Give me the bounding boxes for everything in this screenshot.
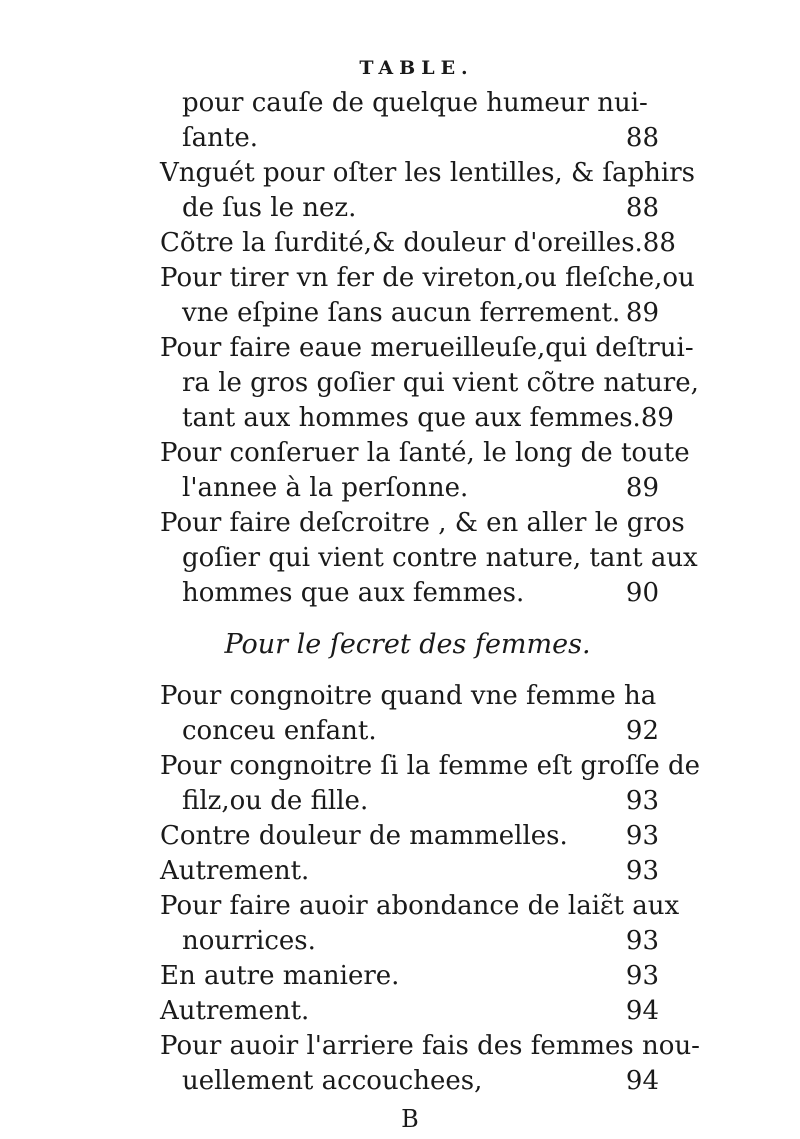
entry-text: ſante. [182,123,258,153]
signature-mark: B [401,1105,419,1133]
entry-text: Pour auoir l'arriere fais des femmes nou- [160,1031,700,1061]
book-page [160,50,701,1139]
entry-page-number [659,86,665,121]
entry-text: de ſus le nez. [182,193,357,223]
entry-page-number: 94 [625,996,659,1026]
entry-text: vne eſpine ſans aucun ferrement. [182,298,621,328]
entry-page-number: 88 [625,123,659,153]
entry-text: Autrement. [160,856,310,886]
table-row [160,576,665,611]
entry-page-number [700,1029,706,1064]
table-row [160,1064,665,1099]
entry-text: Vnguét pour oſter les lentilles, & ſaphirs [160,158,695,188]
entry-page-number [695,156,701,191]
table-row [160,436,690,471]
entry-text: uellement accouchees, [182,1066,483,1096]
entry-page-number: 88 [625,193,659,223]
entry-page-number: 89 [625,473,659,503]
entry-page-number [695,261,701,296]
table-row [160,959,665,994]
entry-text: Pour conſeruer la ſanté, le long de toute [160,438,690,468]
table-row [160,226,676,261]
entry-text: Pour faire eaue merueilleuſe,qui deſtrui- [160,333,694,363]
table-row [160,506,685,541]
section-title: Pour le ſecret des femmes. [224,629,591,660]
entry-page-number [676,226,682,261]
entry-page-number [659,679,665,714]
entry-text: conceu enfant. [182,716,377,746]
table-row [160,1029,700,1064]
entry-text: nourrices. [182,926,316,956]
entry-text: tant aux hommes que aux femmes. [182,403,641,433]
entry-text: hommes que aux femmes. [182,578,525,608]
entry-page-number: 92 [625,716,659,746]
entry-page-number: 93 [625,821,659,851]
table-row [160,889,680,924]
entry-page-number [690,436,696,471]
table-row [160,366,699,401]
entry-text: pour cauſe de quelque humeur nui- [182,88,648,118]
entry-text: l'annee à la perſonne. [182,473,469,503]
entry-text: Pour congnoitre quand vne femme ha [160,681,657,711]
table-entries-part2 [160,679,701,1099]
entry-page-number [679,889,685,924]
entry-text: Pour faire deſcroitre , & en aller le gros [160,508,685,538]
table-entries-part1 [160,86,699,611]
entry-page-number: 93 [625,856,659,886]
entry-text: filz,ou de fille. [182,786,369,816]
entry-text: goſier qui vient contre nature, tant aux [182,543,698,573]
entry-text: Cõtre la ſurdité,& douleur d'oreilles.88 [160,228,676,258]
table-row [160,191,665,226]
table-row [160,261,695,296]
table-row [160,924,665,959]
entry-text: ra le gros goſier qui vient cõtre nature, [182,368,699,398]
entry-page-number [700,749,706,784]
table-row [160,784,665,819]
entry-text: Pour faire auoir abondance de laiɛ̃t aux [160,891,680,921]
entry-page-number: 89 [625,298,659,328]
table-row [160,121,665,156]
table-row [160,401,674,436]
entry-page-number [694,331,700,366]
table-row [160,296,665,331]
running-head: TABLE. [359,57,474,79]
table-row [160,86,665,121]
table-row [160,679,665,714]
entry-page-number [698,541,704,576]
entry-page-number: 93 [625,926,659,956]
entry-text: Pour congnoitre ſi la femme eſt groſſe de [160,751,701,781]
entry-text: Autrement. [160,996,310,1026]
table-row [160,854,665,889]
table-row [160,749,701,784]
table-row [160,819,665,854]
entry-page-number: 93 [625,961,659,991]
entry-page-number [685,506,691,541]
table-row [160,714,665,749]
entry-page-number: 93 [625,786,659,816]
entry-page-number: 94 [625,1066,659,1096]
entry-text: En autre maniere. [160,961,400,991]
table-row [160,331,694,366]
table-row [160,541,698,576]
entry-text: Pour tirer vn fer de vireton,ou fleſche,ou [160,263,695,293]
entry-page-number: 89 [640,403,674,433]
table-row [160,994,665,1029]
entry-text: Contre douleur de mammelles. [160,821,568,851]
entry-page-number: 90 [625,578,659,608]
table-row [160,471,665,506]
table-row [160,156,695,191]
entry-page-number [699,366,705,401]
